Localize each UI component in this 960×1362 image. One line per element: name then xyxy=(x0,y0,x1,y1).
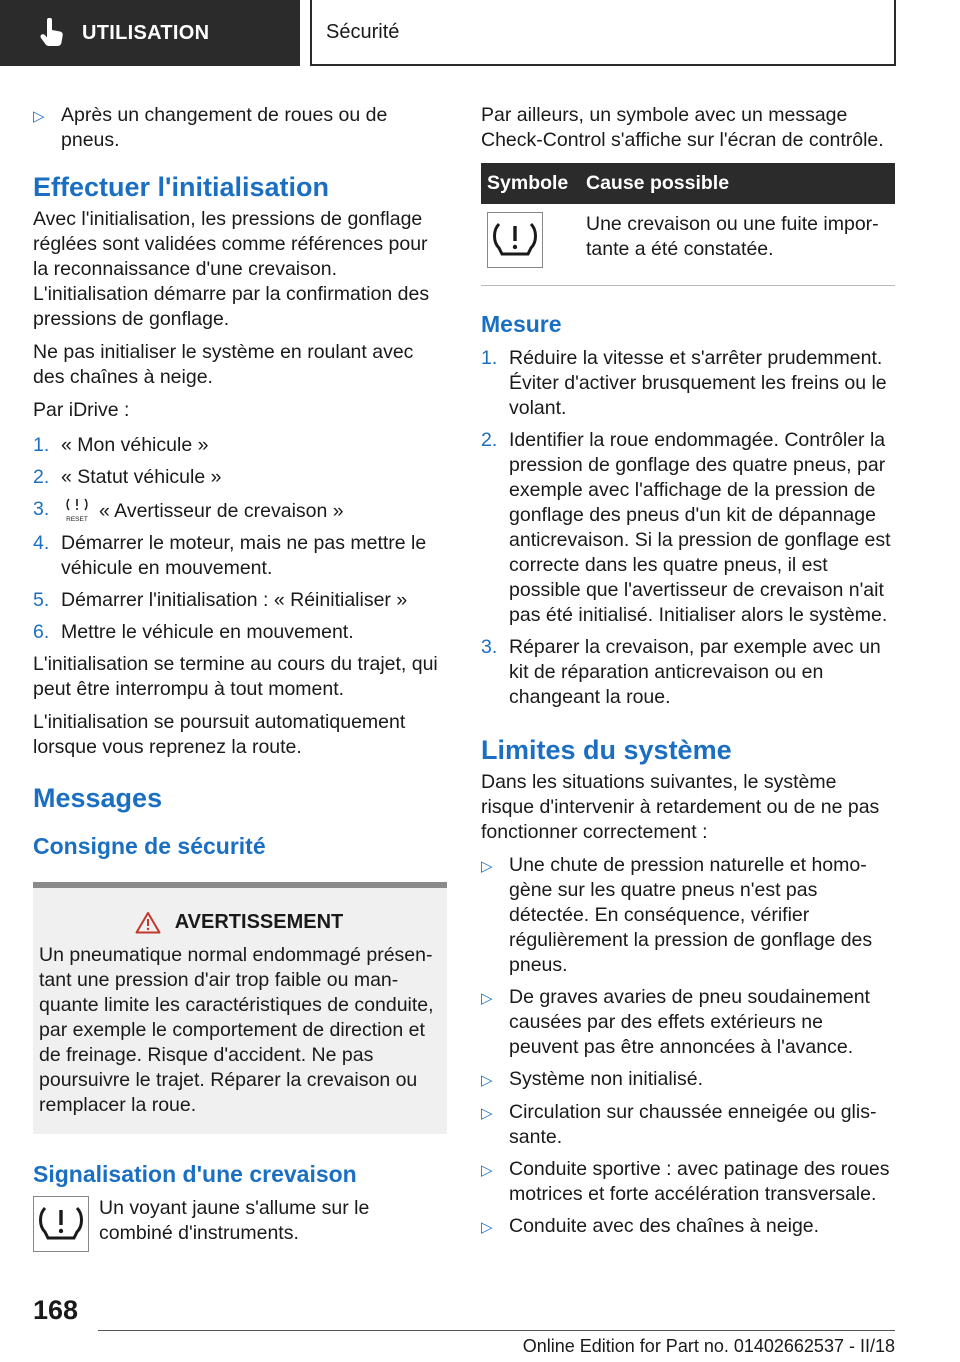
heading-signalisation: Signalisation d'une crevaison xyxy=(33,1161,357,1187)
list-item: ▷ Conduite avec des chaînes à neige. xyxy=(481,1214,895,1240)
th-symbole: Symbole xyxy=(487,172,569,194)
heading-messages: Messages xyxy=(33,783,163,813)
list-item: ▷ Après un changement de roues ou de pneus. xyxy=(33,104,388,151)
paragraph: Par ailleurs, un symbole avec un message Check-Control s'affiche sur l'écran de contrôle. xyxy=(481,104,884,151)
warning-triangle-icon xyxy=(135,911,161,934)
list-item: 1. Réduire la vitesse et s'arrêter prudemment. Éviter d'activer brusquement les freins ou le volant. xyxy=(481,347,887,419)
tire-pressure-warning-icon xyxy=(487,212,543,268)
triangle-bullet-icon: ▷ xyxy=(481,1072,493,1089)
warning-text: Un pneumatique normal endommagé présentant une pression d'air trop faible ou manquante limite les caractéristiques de conduite, par exemple le comportement de direction et de freinage. Risque d'accident. Ne pas poursuivre le trajet. Réparer la crevaison ou remplacer la roue. xyxy=(39,944,434,1116)
footer-edition: Online Edition for Part no. 01402662537 - II/18 xyxy=(522,1336,895,1356)
list-item: 3. RESET « Avertisseur de crevaison » xyxy=(33,498,344,523)
list-item: 6. Mettre le véhicule en mouvement. xyxy=(33,621,354,643)
list-item: 2. Identifier la roue endommagée. Contrôler la pression de gonflage des quatre pneus, par exemple avec l'affichage de la pression de gonflage des pneus d'un kit de dépannage anticrevaison. Si la pression de gonflage est correcte dans les quatre pneus, il est possible que l'avertisseur de crevaison n'ait pas été initialisé. Initialiser alors le système. xyxy=(481,429,891,626)
warning-title: AVERTISSEMENT xyxy=(39,910,439,935)
heading-initialisation: Effectuer l'initialisation xyxy=(33,172,329,202)
triangle-bullet-icon: ▷ xyxy=(481,1219,493,1236)
page-number: 168 xyxy=(33,1295,79,1325)
section-header xyxy=(0,0,300,66)
hand-pointer-icon xyxy=(38,18,66,48)
right-column xyxy=(481,103,895,1247)
list-item: ▷ Système non initialisé. xyxy=(481,1067,895,1093)
heading-mesure: Mesure xyxy=(481,311,562,337)
list-item: ▷ Circulation sur chaussée enneigée ou glissante. xyxy=(481,1101,877,1148)
heading-limites: Limites du système xyxy=(481,735,732,765)
list-item: 1. « Mon véhicule » xyxy=(33,434,209,456)
left-column xyxy=(33,103,447,1259)
paragraph: Ne pas initialiser le système en roulant avec des chaînes à neige. xyxy=(33,341,414,388)
table-row xyxy=(481,204,895,286)
list-item: 5. Démarrer l'initialisation : « Réinitialiser » xyxy=(33,589,408,611)
th-cause: Cause possible xyxy=(586,172,730,194)
list-item: ▷ Conduite sportive : avec patinage des roues motrices et forte accélération transversale. xyxy=(481,1158,890,1205)
signal-row xyxy=(33,1196,447,1259)
list-item: ▷ De graves avaries de pneu soudainement causées par des effets extérieurs ne peuvent pas être annoncées à l'avance. xyxy=(481,986,870,1058)
warning-box xyxy=(33,882,447,1134)
chapter-title xyxy=(310,0,896,66)
signal-text: Un voyant jaune s'allume sur le combiné d'instruments. xyxy=(99,1197,370,1244)
paragraph: L'initialisation se poursuit automatiquement lorsque vous reprenez la route. xyxy=(33,711,406,758)
tire-pressure-warning-icon xyxy=(33,1196,89,1252)
list-item: ▷ Une chute de pression naturelle et homogène sur les quatre pneus n'est pas détectée. En conséquence, vérifier régulièrement la pression de gonflage des pneus. xyxy=(481,854,873,976)
reset-icon-label: RESET xyxy=(66,516,88,523)
footer-divider xyxy=(98,1330,895,1331)
triangle-bullet-icon: ▷ xyxy=(481,858,493,875)
list-item: 3. Réparer la crevaison, par exemple avec un kit de réparation anticrevaison ou en changeant la roue. xyxy=(481,636,881,708)
triangle-bullet-icon: ▷ xyxy=(33,108,45,125)
heading-consigne: Consigne de sécurité xyxy=(33,833,266,859)
td-cause: Une crevaison ou une fuite importante a été constatée. xyxy=(586,213,879,260)
paragraph: L'initialisation se termine au cours du trajet, qui peut être interrompu à tout moment. xyxy=(33,653,438,700)
tire-pressure-reset-icon xyxy=(65,497,89,523)
triangle-bullet-icon: ▷ xyxy=(481,1105,493,1122)
section-title: UTILISATION xyxy=(82,21,210,44)
table-header xyxy=(481,163,895,204)
triangle-bullet-icon: ▷ xyxy=(481,1162,493,1179)
paragraph: Par iDrive : xyxy=(33,399,130,421)
list-item: 2. « Statut véhicule » xyxy=(33,466,222,488)
paragraph: Avec l'initialisation, les pressions de gonflage réglées sont validées comme références pour la reconnaissance d'une crevaison. L'initialisation démarre par la confirmation des pressions de gonflage. xyxy=(33,208,430,330)
paragraph: Dans les situations suivantes, le système risque d'intervenir à retardement ou de ne pas fonctionner correctement : xyxy=(481,771,880,843)
list-item: 4. Démarrer le moteur, mais ne pas mettre le véhicule en mouvement. xyxy=(33,532,427,579)
triangle-bullet-icon: ▷ xyxy=(481,990,493,1007)
chapter-label: Sécurité xyxy=(326,20,400,43)
